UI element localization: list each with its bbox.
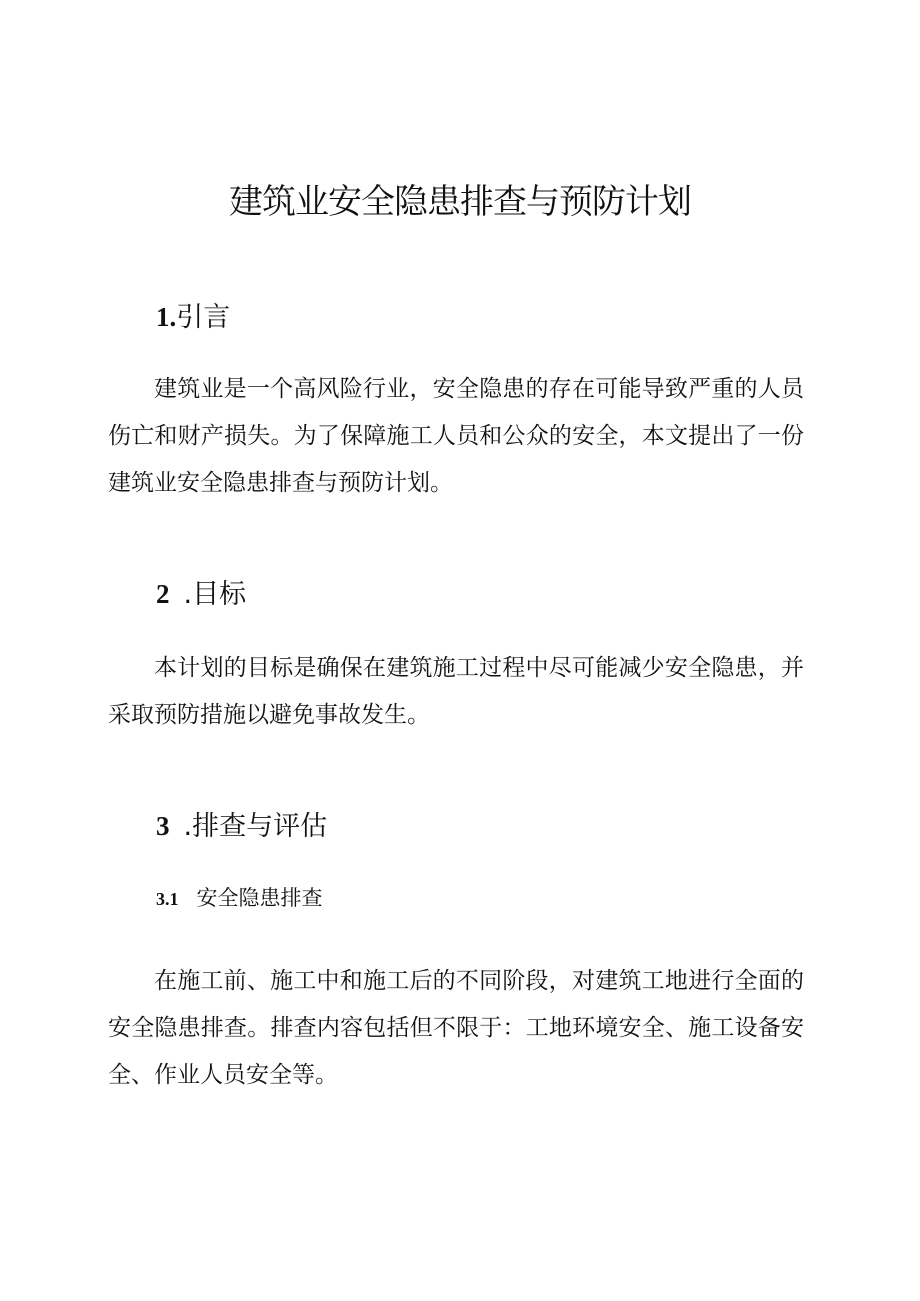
intro-paragraph <box>108 366 804 507</box>
hazard-check-paragraph <box>108 958 804 1099</box>
goal-paragraph <box>108 645 804 739</box>
subsection-heading-hazard-check <box>156 882 323 915</box>
paragraph-line: 伤亡和财产损失。为了保障施工人员和公众的安全，本文提出了一份 <box>108 423 804 449</box>
section-title: .目标 <box>183 579 247 610</box>
section-title: .排查与评估 <box>183 811 328 842</box>
section-number: 3 <box>156 811 170 841</box>
paragraph-line: 建筑业安全隐患排查与预防计划。 <box>108 470 453 496</box>
subsection-title: 安全隐患排查 <box>196 886 323 910</box>
section-number: 1. <box>156 302 177 332</box>
section-heading-intro <box>156 297 230 338</box>
section-title: 引言 <box>176 302 231 333</box>
paragraph-line: 全、作业人员安全等。 <box>108 1062 338 1088</box>
paragraph-line: 在施工前、施工中和施工后的不同阶段，对建筑工地进行全面的 <box>154 968 804 994</box>
section-number: 2 <box>156 579 170 609</box>
document-title: 建筑业安全隐患排查与预防计划 <box>229 182 691 222</box>
section-heading-inspection <box>156 806 327 847</box>
subsection-number: 3.1 <box>156 889 179 909</box>
section-heading-goal <box>156 574 246 615</box>
paragraph-line: 建筑业是一个高风险行业，安全隐患的存在可能导致严重的人员 <box>154 376 804 402</box>
paragraph-line: 本计划的目标是确保在建筑施工过程中尽可能减少安全隐患，并 <box>154 655 804 681</box>
paragraph-line: 采取预防措施以避免事故发生。 <box>108 702 430 728</box>
paragraph-line: 安全隐患排查。排查内容包括但不限于：工地环境安全、施工设备安 <box>108 1015 804 1041</box>
